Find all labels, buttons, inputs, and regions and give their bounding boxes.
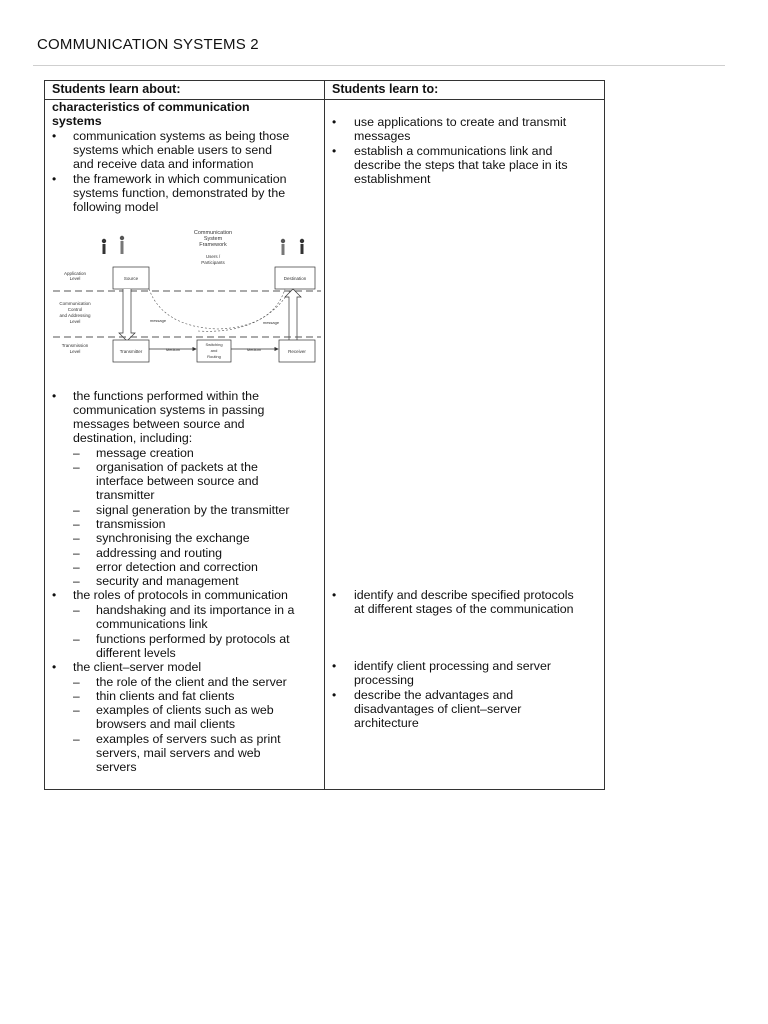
learn-to-item-text: use applications to create and transmit — [354, 115, 567, 129]
dash-marker: – — [73, 517, 80, 531]
dash-marker: – — [73, 503, 80, 517]
bullet-marker: • — [52, 660, 57, 674]
medium-label: Medium — [246, 347, 262, 352]
about-subitem-text: synchronising the exchange — [96, 531, 250, 545]
about-subitem-text: transmitter — [96, 488, 155, 502]
column-divider — [324, 81, 325, 789]
about-item-text: and receive data and information — [73, 157, 254, 171]
about-subitem-text: different levels — [96, 646, 176, 660]
learn-to-item-text: describe the advantages and — [354, 688, 514, 702]
about-item-text: the client–server model — [73, 660, 202, 674]
about-subitem-text: interface between source and — [96, 474, 259, 488]
dash-marker: – — [73, 446, 80, 460]
learn-to-item-text: identify client processing and server — [354, 659, 551, 673]
dash-marker: – — [73, 531, 80, 545]
page-title: COMMUNICATION SYSTEMS 2 — [37, 36, 259, 53]
about-subitem-text: examples of clients such as web — [96, 703, 274, 717]
about-item-text: destination, including: — [73, 431, 193, 445]
about-subitem-text: browsers and mail clients — [96, 717, 236, 731]
switching-routing-box: Routing — [207, 354, 221, 359]
about-subitem-text: handshaking and its importance in a — [96, 603, 295, 617]
title-rule — [33, 65, 725, 66]
level-label: Level — [69, 349, 81, 354]
bullet-marker: • — [52, 389, 57, 403]
level-label: and Addressing — [59, 313, 91, 318]
destination-box: Destination — [283, 276, 307, 281]
about-item-text: the roles of protocols in communication — [73, 588, 288, 602]
dash-marker: – — [73, 546, 80, 560]
dash-marker: – — [73, 574, 80, 588]
receiver-box: Receiver — [288, 349, 306, 354]
about-subitem-text: examples of servers such as print — [96, 732, 281, 746]
transmitter-box: Transmitter — [119, 349, 143, 354]
header-learn-about: Students learn about: — [52, 82, 181, 96]
learn-to-item-text: disadvantages of client–server — [354, 702, 522, 716]
bullet-marker: • — [332, 588, 337, 602]
learn-to-item-text: messages — [354, 129, 411, 143]
switching-routing-box: and — [210, 348, 218, 353]
diagram-title: Framework — [199, 242, 227, 248]
person-icon — [300, 239, 304, 254]
about-subitem-text: message creation — [96, 446, 194, 460]
about-subitem-text: servers — [96, 760, 137, 774]
medium-label: Medium — [165, 347, 181, 352]
about-subitem-text: transmission — [96, 517, 166, 531]
about-item-text: the framework in which communication — [73, 172, 287, 186]
level-label: Level — [69, 276, 81, 281]
bullet-marker: • — [52, 172, 57, 186]
about-subitem-text: the role of the client and the server — [96, 675, 287, 689]
about-item-text: communication systems as being those — [73, 129, 290, 143]
about-item-text: messages between source and — [73, 417, 245, 431]
level-label: Application — [63, 271, 87, 276]
source-box: Source — [123, 276, 139, 281]
dash-marker: – — [73, 632, 80, 646]
learn-to-item-text: identify and describe specified protocols — [354, 588, 574, 602]
bullet-marker: • — [52, 588, 57, 602]
about-subitem-text: error detection and correction — [96, 560, 258, 574]
message-label: message — [149, 318, 167, 323]
about-subitem-text: thin clients and fat clients — [96, 689, 235, 703]
person-icon — [102, 239, 106, 254]
level-label: Communication — [59, 301, 91, 306]
header-learn-to: Students learn to: — [332, 82, 439, 96]
dash-marker: – — [73, 732, 80, 746]
about-item-text: systems which enable users to send — [73, 143, 273, 157]
dash-marker: – — [73, 675, 80, 689]
level-label: Level — [69, 319, 81, 324]
learn-to-item-text: at different stages of the communication — [354, 602, 574, 616]
dash-marker: – — [73, 603, 80, 617]
dash-marker: – — [73, 560, 80, 574]
about-subitem-text: security and management — [96, 574, 239, 588]
about-subitem-text: signal generation by the transmitter — [96, 503, 290, 517]
diagram-title: Communication — [193, 230, 233, 236]
users-label: Participants — [201, 260, 225, 265]
bullet-marker: • — [52, 129, 57, 143]
learn-to-item-text: describe the steps that take place in its — [354, 158, 568, 172]
bullet-marker: • — [332, 144, 337, 158]
person-icon — [281, 239, 285, 255]
switching-routing-box: Switching — [205, 342, 223, 347]
learn-to-item-text: establishment — [354, 172, 431, 186]
level-label: Transmission — [61, 343, 89, 348]
bullet-marker: • — [332, 659, 337, 673]
syllabus-table — [44, 80, 605, 790]
learn-to-item-text: establish a communications link and — [354, 144, 553, 158]
dash-marker: – — [73, 703, 80, 717]
message-label: message — [262, 320, 280, 325]
about-item-text: following model — [73, 200, 159, 214]
person-icon — [120, 236, 124, 254]
bullet-marker: • — [332, 688, 337, 702]
bullet-marker: • — [332, 115, 337, 129]
learn-to-item-text: processing — [354, 673, 414, 687]
users-label: Users / — [205, 254, 221, 259]
communication-framework-diagram — [53, 227, 323, 367]
about-item-text: systems function, demonstrated by the — [73, 186, 286, 200]
about-item-text: communication systems in passing — [73, 403, 265, 417]
dash-marker: – — [73, 460, 80, 474]
learn-to-item-text: architecture — [354, 716, 419, 730]
about-subitem-text: communications link — [96, 617, 208, 631]
about-subitem-text: addressing and routing — [96, 546, 223, 560]
about-subitem-text: servers, mail servers and web — [96, 746, 261, 760]
section-heading: systems — [52, 114, 102, 128]
about-subitem-text: organisation of packets at the — [96, 460, 258, 474]
level-label: Control — [67, 307, 83, 312]
about-subitem-text: functions performed by protocols at — [96, 632, 290, 646]
about-item-text: the functions performed within the — [73, 389, 259, 403]
diagram-title: System — [203, 236, 223, 242]
dash-marker: – — [73, 689, 80, 703]
section-heading: characteristics of communication — [52, 100, 250, 114]
